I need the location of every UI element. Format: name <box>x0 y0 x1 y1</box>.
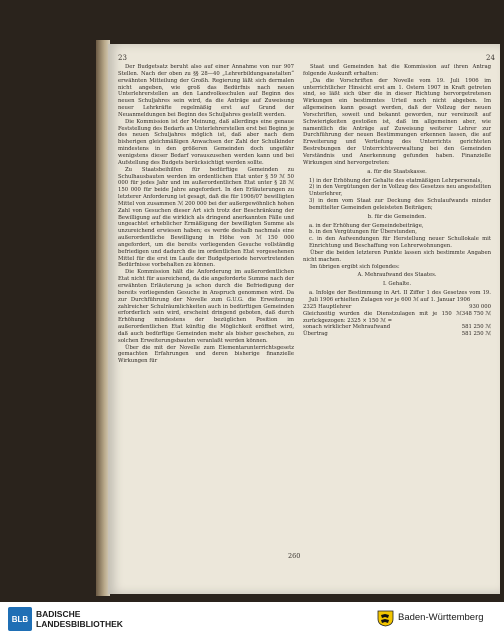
list-item: 3) in dem vom Staat zur Deckung des Schulaufwands minder bemittelter Gemeinden geleisteten Beiträgen; <box>309 198 491 211</box>
ledger-value: 930 000 <box>469 303 491 310</box>
folio-number: 260 <box>288 552 301 560</box>
list-item: b. in den Vergütungen für Überstunden, <box>309 229 417 236</box>
ledger-row <box>303 324 491 331</box>
list-item: a. in der Erhöhung der Gemeindebeiträge, <box>309 222 424 229</box>
subsection-heading: I. Gehalte. <box>382 281 412 288</box>
left-column <box>118 64 294 365</box>
ledger-label: Übertrag <box>303 331 328 338</box>
ledger-value: 348 750 ℳ <box>461 310 491 317</box>
library-name[interactable] <box>36 609 123 629</box>
ledger-row <box>303 331 491 338</box>
ledger-value: 581 250 ℳ <box>461 331 491 338</box>
ledger-label: sonach wirklicher Mehraufwand <box>303 324 391 331</box>
paragraph: „Da die Vorschriften der Novelle vom 19. Juli 1906 im unterrichtlicher Hinsicht erst am 1. Ostern 1907 in Kraft getreten sind, so läßt sich über die in dieser Richtung hervorgetretenen Wirkungen ein bestimmtes Urteil noch nicht abgeben. Im allgemeinen kann gesagt werden, daß der Vollzug der neuen Vorschriften, soweit und bekannt geworden, nur vereinzelt auf Schwierigkeiten gestoßen ist, daß im allgemeinen aber, wie namentlich die Anträge auf Zuweisung weiterer Lehrer zur Durchführung der neuen Bestimmungen erkennen lassen, die auf Erweiterung und Vertiefung des Unterrichts gerichteten Bestrebungen der Unterrichtsverwaltung bei den Gemeinden Verständnis und Anerkennung gefunden haben. Finanzielle Wirkungen sind hervorgetreten: <box>303 77 491 166</box>
ledger-row <box>303 311 491 325</box>
paragraph: Zu Staatsbeihilfen für bedürftige Gemeinden zu Schulhausbauten werden im ordentlichen Etat unter § 59 ℳ 50 000 für jedes Jahr und im außerordentlichen Etat unter § 28 ℳ 150 000 für beide Jahre angefordert. In den Erläuterungen zu letzterer Anforderung ist gesagt, daß die für 1906/07 bewilligten Mittel von zusammen ℳ 200 000 bei der außergewöhnlich hohen Zahl von Gesuchen dieser Art sich trotz der Beschränkung der Bewilligung auf die wirklich als dringend anerkannten Fälle und ungeachtet erheblicher Ermäßigung der bewilligten Summe als unzureichend erwiesen haben; es werde deshalb nachmals eine außerordentliche Bewilligung in Höhe von ℳ 150 000 angefordert, um die bereits vorliegenden Gesuche vollständig befriedigen und dadurch die im ordentlichen Etat vorgesehenen Mittel für die erst im Laufe der Budgetperiode hervortretenden Bedürfnisse vorbehalten zu können. <box>118 166 294 269</box>
list-item: 1) in der Erhöhung der Gehalte des etatmäßigen Lehrpersonals, <box>309 177 483 184</box>
paragraph: Über die beiden letzteren Punkte lassen sich bestimmte Angaben nicht machen. <box>303 249 491 263</box>
library-name-line: BADISCHE <box>36 609 81 619</box>
paragraph: Die Kommission ist der Meinung, daß allerdings eine genaue Feststellung des Bedarfs an Unterlehrerstellen erst bei Beginn je des neuen Schuljahres möglich ist, daß aber nach dem bisherigen gleichmäßigen Anwachsen der Zahl der Schulkinder mindestens in den größeren Gemeinden doch ungefähr wenigstens dieser Bedarf vorauszusehen werden kann und bei Aufstellung des Budgets berücksichtigt werden sollte. <box>118 118 294 166</box>
left-page-number: 23 <box>118 54 127 62</box>
right-column <box>303 64 491 338</box>
paragraph: Im übrigen ergibt sich folgendes: <box>310 263 400 270</box>
paragraph: Die Kommission hält die Anforderung im außerordentlichen Etat nicht für ausreichend, da die angeforderte Summe nach der erwähnten Erläuterung ja schon durch die Befriedigung der bereits vorliegenden Gesuche in Anspruch genommen wird. Da zur Durchführung der Novelle zum G.U.G. die Erweiterung zahlreicher Schulräumlichkeiten auch in bedürftigen Gemeinden erforderlich sein wird, erscheint dringend geboten, daß durch Erhöhung mindestens der bezüglichen Position im außerordentlichen Etat künftig die Möglichkeit eröffnet wird, daß auch bedürftige Gemeinden mehr als bisher geschehen, zu solchen Erweiterungsbauten veranlaßt werden können. <box>118 269 294 344</box>
ledger-text: a. Infolge der Bestimmung in Art. II Ziffer 1 des Gesetzes vom 19. Juli 1906 erhielten Zulagen vor je 600 ℳ auf 1. Januar 1906 <box>309 290 491 303</box>
list-item: 2) in den Vergütungen der in Vollzug des Gesetzes neu angestellten Unterlehrer, <box>309 184 492 198</box>
ledger-label: 2325 Hauptlehrer <box>303 303 352 310</box>
paragraph: Der Budgetsatz beruht also auf einer Annahme von nur 907 Stellen. Nach der oben zu §§ 28—40 „Lehrerbildungsanstalten“ erwähnten Mitteilung der Großh. Regierung läßt sich dermalen nicht angeben, wie groß das Bedürfnis nach neuen Unterlehrerstellen an den Landvolksschulen auf Beginn des neuen Schuljahres sein wird, da die Anträge auf Zuweisung neuer Lehrkräfte regelmäßig erst auf Grund der Neuanmeldungen bei Beginn des Schuljahres gestellt werden. <box>118 64 294 118</box>
paragraph: Staat und Gemeinden hat die Kommission auf ihren Antrag folgende Auskunft erhalten: <box>303 64 491 77</box>
section-heading: A. Mehraufwand des Staates. <box>357 272 437 279</box>
ledger-row <box>303 304 491 311</box>
right-page-number: 24 <box>486 54 495 62</box>
paragraph: Über die mit der Novelle zum Elementarunterrichtsgesetz gemachten Erfahrungen und deren bisherige finanzielle Wirkungen für <box>118 344 294 365</box>
library-name-line: LANDESBIBLIOTHEK <box>36 619 123 629</box>
baden-wuerttemberg-crest-icon <box>377 609 394 627</box>
ledger-value: 581 250 ℳ <box>461 324 491 331</box>
section-heading: a. für die Staatskasse. <box>367 168 427 175</box>
blb-logo-icon[interactable]: BLB <box>8 607 32 631</box>
list-item: c. in den Aufwendungen für Herstellung neuer Schullokale mit Einrichtung und Beschaffung von Lehrerwohnungen. <box>309 236 491 250</box>
ledger-label: Gleichzeitig wurden die Dienstzulagen mit je 150 ℳ zurückgezogen: 2325 × 150 ℳ = <box>303 310 462 324</box>
section-heading: b. für die Gemeinden. <box>367 213 427 220</box>
state-name[interactable]: Baden-Württemberg <box>398 612 484 623</box>
